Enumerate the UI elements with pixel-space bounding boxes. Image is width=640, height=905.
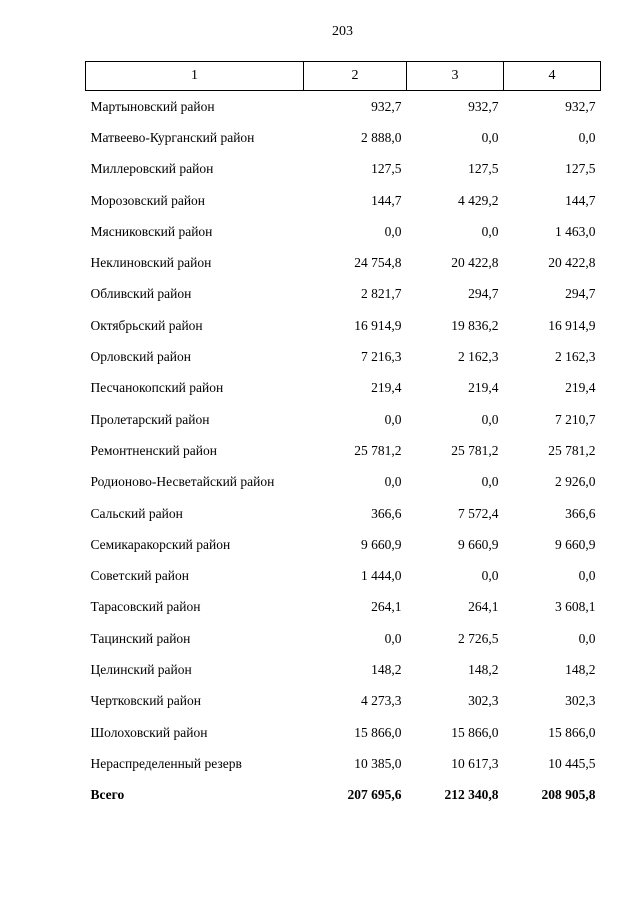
district-name: Пролетарский район: [90, 411, 210, 427]
table-row: [86, 154, 601, 185]
value-cell-col-4: 3 608,1: [555, 599, 596, 615]
value-cell-col-3: 0,0: [481, 568, 499, 584]
value-cell-col-3: 212 340,8: [444, 787, 499, 803]
column-header-4: 4: [504, 62, 601, 91]
value-cell-col-3: 0,0: [481, 129, 499, 145]
value-cell-col-3: 264,1: [468, 599, 499, 615]
table-row: [86, 216, 601, 247]
value-cell-col-4: 366,6: [565, 505, 596, 521]
value-cell-col-2: 0,0: [384, 630, 402, 646]
district-name: Неклиновский район: [90, 255, 212, 271]
value-cell-col-3: 20 422,8: [451, 255, 499, 271]
district-name: Орловский район: [90, 349, 191, 365]
value-cell-col-4: 15 866,0: [548, 724, 596, 740]
total-label: Всего: [90, 787, 125, 803]
value-cell-col-4: 7 210,7: [555, 411, 596, 427]
value-cell-col-4: 0,0: [578, 630, 596, 646]
value-cell-col-4: 16 914,9: [548, 317, 596, 333]
header-row: [86, 62, 601, 91]
value-cell-col-2: 264,1: [371, 599, 402, 615]
value-cell-col-3: 0,0: [481, 223, 499, 239]
table-row: [86, 341, 601, 372]
table-row: [86, 185, 601, 216]
table-row: [86, 404, 601, 435]
value-cell-col-2: 0,0: [384, 223, 402, 239]
value-cell-col-2: 4 273,3: [361, 693, 402, 709]
district-name: Тарасовский район: [90, 599, 201, 615]
value-cell-col-4: 294,7: [565, 286, 596, 302]
district-name: Морозовский район: [90, 192, 206, 208]
value-cell-col-3: 10 617,3: [451, 755, 499, 771]
district-name: Сальский район: [90, 505, 183, 521]
total-row: [86, 780, 601, 811]
district-name: Песчанокопский район: [90, 380, 224, 396]
district-name: Мартыновский район: [90, 98, 215, 114]
value-cell-col-2: 932,7: [371, 98, 402, 114]
value-cell-col-3: 294,7: [468, 286, 499, 302]
value-cell-col-2: 207 695,6: [347, 787, 402, 803]
value-cell-col-2: 144,7: [371, 192, 402, 208]
value-cell-col-3: 302,3: [468, 693, 499, 709]
table-row: [86, 373, 601, 404]
value-cell-col-3: 19 836,2: [451, 317, 499, 333]
district-name: Нераспределенный резерв: [90, 755, 242, 771]
value-cell-col-4: 219,4: [565, 380, 596, 396]
value-cell-col-3: 25 781,2: [451, 442, 499, 458]
district-name: Семикаракорский район: [90, 536, 231, 552]
value-cell-col-2: 0,0: [384, 411, 402, 427]
district-name: Тацинский район: [90, 630, 191, 646]
value-cell-col-4: 0,0: [578, 129, 596, 145]
table-row: [86, 560, 601, 591]
value-cell-col-2: 16 914,9: [354, 317, 402, 333]
value-cell-col-4: 20 422,8: [548, 255, 596, 271]
value-cell-col-2: 148,2: [371, 661, 402, 677]
value-cell-col-2: 7 216,3: [361, 349, 402, 365]
value-cell-col-3: 2 162,3: [458, 349, 499, 365]
value-cell-col-4: 208 905,8: [541, 787, 596, 803]
value-cell-col-2: 0,0: [384, 474, 402, 490]
table-row: [86, 592, 601, 623]
value-cell-col-4: 25 781,2: [548, 442, 596, 458]
column-header-2: 2: [304, 62, 407, 91]
value-cell-col-3: 0,0: [481, 474, 499, 490]
district-name: Ремонтненский район: [90, 442, 217, 458]
value-cell-col-2: 2 821,7: [361, 286, 402, 302]
page-number: 203: [332, 24, 353, 39]
district-name: Обливский район: [90, 286, 192, 302]
value-cell-col-2: 219,4: [371, 380, 402, 396]
district-name: Миллеровский район: [90, 161, 214, 177]
value-cell-col-4: 932,7: [565, 98, 596, 114]
value-cell-col-3: 932,7: [468, 98, 499, 114]
value-cell-col-3: 7 572,4: [458, 505, 499, 521]
value-cell-col-3: 148,2: [468, 661, 499, 677]
table-row: [86, 498, 601, 529]
table-row: [86, 748, 601, 779]
budget-table: [85, 61, 601, 811]
district-name: Шолоховский район: [90, 724, 208, 740]
value-cell-col-3: 4 429,2: [458, 192, 499, 208]
district-name: Матвеево-Курганский район: [90, 129, 255, 145]
district-name: Мясниковский район: [90, 223, 213, 239]
value-cell-col-4: 1 463,0: [555, 223, 596, 239]
value-cell-col-3: 127,5: [468, 161, 499, 177]
value-cell-col-2: 24 754,8: [354, 255, 402, 271]
table-row: [86, 529, 601, 560]
value-cell-col-4: 148,2: [565, 661, 596, 677]
value-cell-col-4: 2 926,0: [555, 474, 596, 490]
value-cell-col-4: 2 162,3: [555, 349, 596, 365]
value-cell-col-2: 127,5: [371, 161, 402, 177]
value-cell-col-3: 9 660,9: [458, 536, 499, 552]
value-cell-col-3: 15 866,0: [451, 724, 499, 740]
table-row: [86, 654, 601, 685]
value-cell-col-2: 1 444,0: [361, 568, 402, 584]
value-cell-col-2: 25 781,2: [354, 442, 402, 458]
table-row: [86, 467, 601, 498]
value-cell-col-3: 2 726,5: [458, 630, 499, 646]
table-row: [86, 247, 601, 278]
table-row: [86, 279, 601, 310]
district-name: Октябрьский район: [90, 317, 203, 333]
value-cell-col-2: 2 888,0: [361, 129, 402, 145]
table-row: [86, 122, 601, 153]
district-name: Целинский район: [90, 661, 192, 677]
table-header: [86, 62, 601, 91]
value-cell-col-4: 127,5: [565, 161, 596, 177]
table-row: [86, 717, 601, 748]
value-cell-col-4: 144,7: [565, 192, 596, 208]
column-header-3: 3: [407, 62, 504, 91]
value-cell-col-4: 9 660,9: [555, 536, 596, 552]
value-cell-col-4: 0,0: [578, 568, 596, 584]
value-cell-col-4: 302,3: [565, 693, 596, 709]
table-row: [86, 686, 601, 717]
value-cell-col-2: 15 866,0: [354, 724, 402, 740]
district-name: Чертковский район: [90, 693, 201, 709]
value-cell-col-4: 10 445,5: [548, 755, 596, 771]
value-cell-col-2: 9 660,9: [361, 536, 402, 552]
table-body: [86, 91, 601, 811]
table-row: [86, 435, 601, 466]
value-cell-col-2: 366,6: [371, 505, 402, 521]
value-cell-col-3: 219,4: [468, 380, 499, 396]
value-cell-col-2: 10 385,0: [354, 755, 402, 771]
column-header-1: 1: [86, 62, 304, 91]
value-cell-col-3: 0,0: [481, 411, 499, 427]
district-name: Советский район: [90, 568, 189, 584]
table-row: [86, 91, 601, 123]
table-row: [86, 310, 601, 341]
table-row: [86, 623, 601, 654]
district-name: Родионово-Несветайский район: [90, 474, 275, 490]
